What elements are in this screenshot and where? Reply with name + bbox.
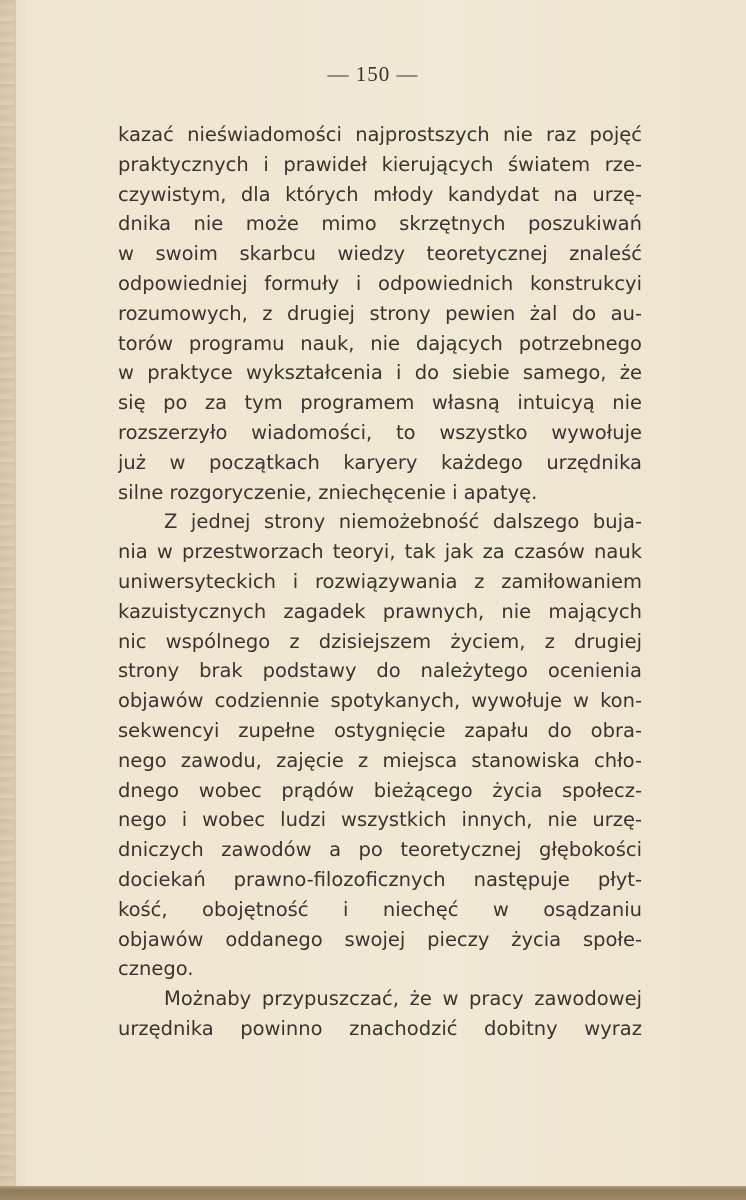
- text-line: odpowiedniej formuły i odpowiednich konstrukcyi: [118, 271, 642, 295]
- text-line: dnego wobec prądów bieżącego życia społecz-: [118, 778, 642, 802]
- text-line: nego zawodu, zajęcie z miejsca stanowiska chło-: [118, 748, 642, 772]
- text-line: objawów codziennie spotykanych, wywołuje w kon-: [118, 689, 642, 713]
- page-bottom-edge: [0, 1186, 746, 1200]
- text-line: czywistym, dla których młody kandydat na urzę-: [118, 182, 642, 206]
- page-number: — 150 —: [327, 62, 419, 86]
- text-line: objawów oddanego swojej pieczy życia społe-: [118, 927, 642, 951]
- text-line: urzędnika powinno znachodzić dobitny wyraz: [118, 1016, 642, 1040]
- spaced-emphasis-line: kość, obojętność i niechęć w osądzaniu: [118, 897, 642, 921]
- paragraph-end-line: cznego.: [118, 957, 194, 981]
- text-line: się po za tym programem własną intuicyą nie: [118, 391, 642, 415]
- gutter-shadow: [14, 0, 16, 1200]
- text-line: w swoim skarbcu wiedzy teoretycznej znaleść: [118, 242, 642, 266]
- text-line: dnika nie może mimo skrzętnych poszukiwań: [118, 212, 642, 236]
- text-line: kazuistycznych zagadek prawnych, nie mających: [118, 599, 642, 623]
- text-line: uniwersyteckich i rozwiązywania z zamiłowaniem: [118, 569, 642, 593]
- text-line: nia w przestworzach teoryi, tak jak za czasów nauk: [118, 540, 642, 564]
- text-line: kazać nieświadomości najprostszych nie raz pojęć: [118, 123, 642, 146]
- text-line: sekwencyi zupełne ostygnięcie zapału do obra-: [118, 718, 642, 742]
- text-line: torów programu nauk, nie dających potrzebnego: [118, 331, 642, 355]
- page-gutter: [0, 0, 14, 1200]
- text-line: strony brak podstawy do należytego ocenienia: [118, 659, 642, 683]
- text-line: już w początkach karyery każdego urzędnika: [118, 450, 642, 474]
- text-line: dociekań prawno-filozoficznych następuje płyt-: [118, 867, 642, 891]
- text-line: rozszerzyło wiadomości, to wszystko wywołuje: [118, 420, 642, 444]
- paragraph-start-line: Możnaby przypuszczać, że w pracy zawodowej: [164, 987, 642, 1011]
- text-line: w praktyce wykształcenia i do siebie samego, że: [118, 361, 642, 385]
- text-line: dniczych zawodów a po teoretycznej głębokości: [118, 838, 642, 862]
- text-line: nic wspólnego z dzisiejszem życiem, z drugiej: [118, 629, 642, 653]
- text-line: rozumowych, z drugiej strony pewien żal do au-: [118, 301, 642, 325]
- paragraph-end-line: silne rozgoryczenie, zniechęcenie i apatyę.: [118, 480, 538, 504]
- text-line: praktycznych i prawideł kierujących światem rze-: [118, 152, 642, 176]
- body-text: [118, 120, 642, 1044]
- text-line: nego i wobec ludzi wszystkich innych, nie urzę-: [118, 808, 642, 832]
- paragraph-start-line: Z jednej strony niemożebność dalszego buja-: [164, 510, 642, 534]
